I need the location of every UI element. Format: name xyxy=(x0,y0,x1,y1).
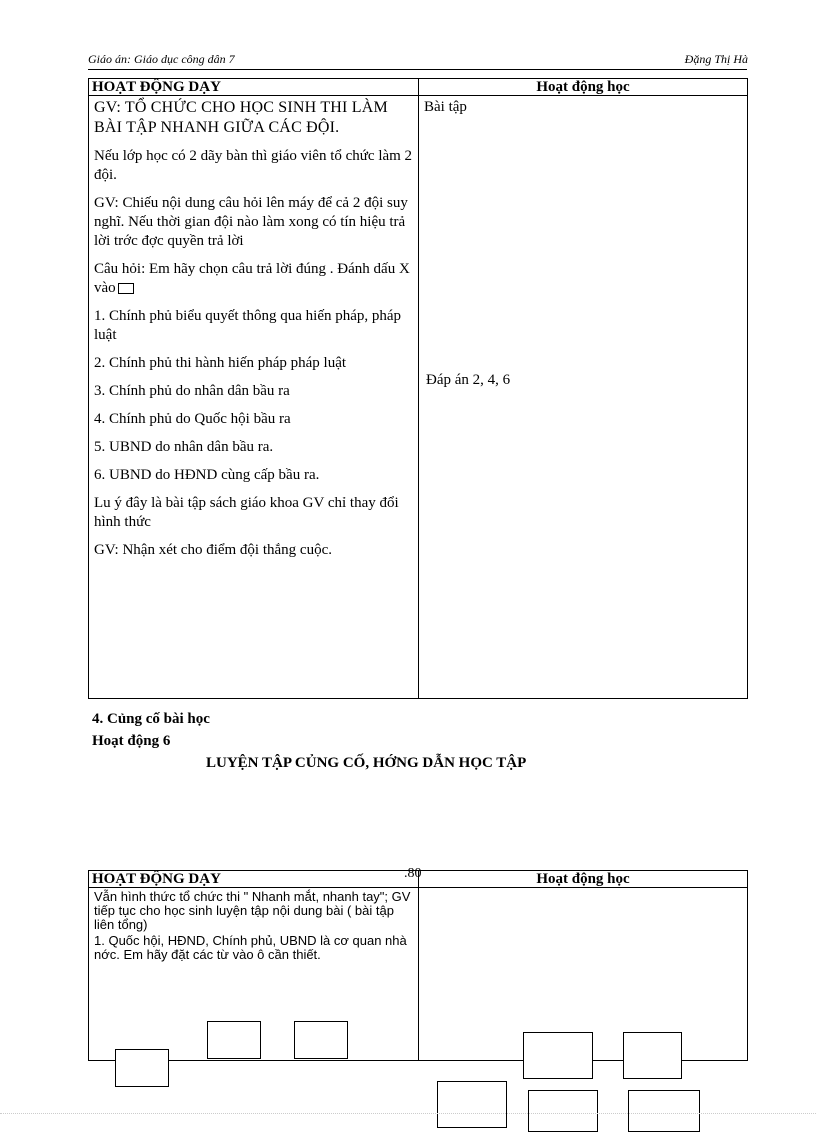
question-text: Câu hỏi: Em hãy chọn câu trả lời đúng . Đánh dấu X vào xyxy=(94,261,410,296)
blank-box-2 xyxy=(294,1021,348,1059)
question-prompt xyxy=(94,260,414,298)
page-number: .80 xyxy=(404,866,422,881)
instruction-heading: GV: TỔ CHỨC CHO HỌC SINH THI LÀM BÀI TẬP NHANH GIỮA CÁC ĐỘI. xyxy=(94,99,388,136)
learning-cell xyxy=(419,96,748,699)
header-left: Giáo án: Giáo dục công dân 7 xyxy=(88,52,235,66)
teaching-cell xyxy=(89,96,419,699)
option-6: 6. UBND do HĐND cùng cấp bầu ra. xyxy=(94,467,320,483)
blank-box-5 xyxy=(623,1032,682,1079)
note: Lu ý đây là bài tập sách giáo khoa GV chỉ thay đổi hình thức xyxy=(94,495,399,530)
instruction-teams: Nếu lớp học có 2 dãy bàn thì giáo viên tổ chức làm 2 đội. xyxy=(94,148,413,183)
col-header-learning: Hoạt động học xyxy=(419,79,748,96)
section-heading: 4. Củng cố bài học xyxy=(92,711,210,727)
option-3: 3. Chính phủ do nhân dân bầu ra xyxy=(94,383,290,399)
answer-key: Đáp án 2, 4, 6 xyxy=(426,372,511,388)
blank-box-8 xyxy=(628,1090,700,1132)
col-header-teaching: HOẠT ĐỘNG DẠY xyxy=(89,79,419,96)
closing-note: GV: Nhận xét cho điểm đội thắng cuộc. xyxy=(94,542,332,558)
activity-label: Hoạt động 6 xyxy=(92,733,171,749)
exercise-label: Bài tập xyxy=(424,99,467,115)
activity-title: LUYỆN TẬP CỦNG CỐ, HỚNG DẪN HỌC TẬP xyxy=(206,755,527,771)
instruction-projector: GV: Chiếu nội dung câu hỏi lên máy để cả 2 đội suy nghĩ. Nếu thời gian đội nào làm xong có tín hiệu trả lời trớc đợc quyền trả lời xyxy=(94,195,408,249)
page-bottom-rule xyxy=(0,1113,816,1114)
exercise-task: 1. Quốc hội, HĐND, Chính phủ, UBND là cơ quan nhà nớc. Em hãy đặt các từ vào ô cần thiết. xyxy=(94,933,407,962)
blank-box-6 xyxy=(437,1081,507,1128)
option-5: 5. UBND do nhân dân bầu ra. xyxy=(94,439,274,455)
option-1: 1. Chính phủ biểu quyết thông qua hiến pháp, pháp luật xyxy=(94,308,402,343)
option-4: 4. Chính phủ do Quốc hội bầu ra xyxy=(94,411,291,427)
activity-table-1 xyxy=(88,78,748,699)
blank-box-3 xyxy=(115,1049,169,1087)
option-2: 2. Chính phủ thi hành hiến pháp pháp luật xyxy=(94,355,347,371)
col-header-learning-2: Hoạt động học xyxy=(419,871,748,888)
blank-box-1 xyxy=(207,1021,261,1059)
col-header-teaching-2: HOẠT ĐỘNG DẠY xyxy=(89,871,419,888)
answer-checkbox xyxy=(118,283,134,294)
blank-box-4 xyxy=(523,1032,593,1079)
header-right: Đặng Thị Hà xyxy=(684,52,748,66)
header-rule xyxy=(88,69,747,70)
blank-box-7 xyxy=(528,1090,598,1132)
exercise-text: Vẫn hình thức tổ chức thi " Nhanh mắt, nhanh tay"; GV tiếp tục cho học sinh luyện tập nội dung bài ( bài tập liên tổng) xyxy=(94,889,411,932)
